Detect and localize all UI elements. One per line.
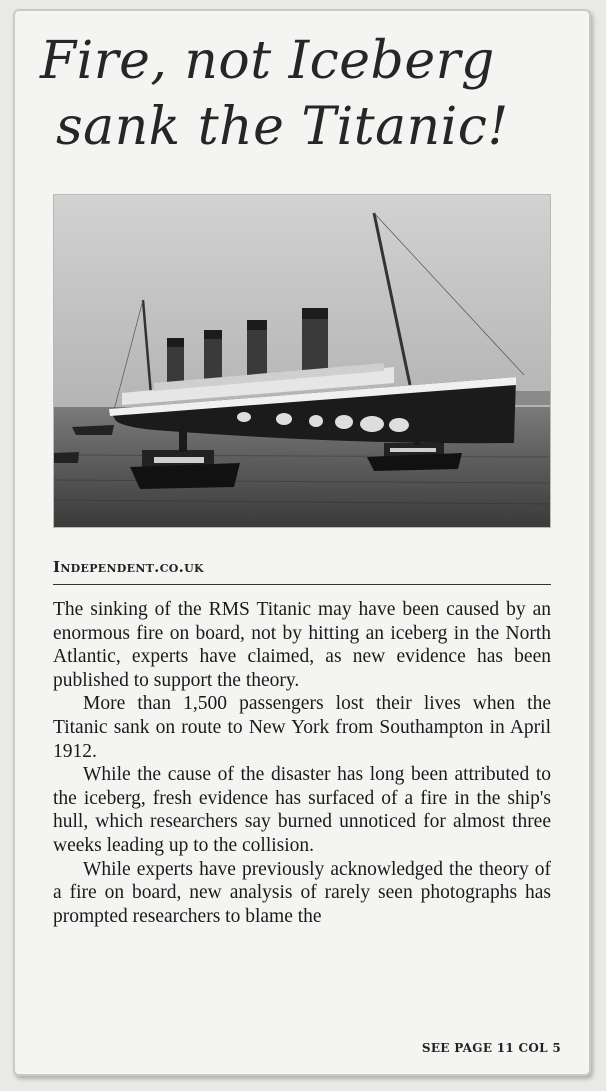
headline-line-2: sank the Titanic! xyxy=(56,97,509,157)
titanic-photo xyxy=(53,194,551,528)
source-label: Independent.co.uk xyxy=(53,558,204,576)
paragraph-1: The sinking of the RMS Titanic may have been caused by an enormous fire on board, not by hitting an iceberg in the North Atlantic, experts have claimed, as new evidence has been published to support the theory. xyxy=(53,599,551,691)
headline xyxy=(40,28,560,160)
headline-line-1: Fire, not Iceberg xyxy=(40,31,495,91)
paragraph-2: More than 1,500 passengers lost their lives when the Titanic sank on route to New York from Southampton in April 1912. xyxy=(53,693,551,762)
paragraph-3: While the cause of the disaster has long been attributed to the iceberg, fresh evidence has surfaced of a fire in the ship's hull, which researchers say burned unnoticed for almost three weeks leading up to the collision. xyxy=(53,764,551,856)
article-body xyxy=(53,598,551,928)
continuation-note: SEE PAGE 11 COL 5 xyxy=(421,1041,561,1055)
paragraph-4: While experts have previously acknowledged the theory of a fire on board, new analysis of rarely seen photographs has prompted researchers to blame the xyxy=(53,858,551,927)
divider xyxy=(53,584,551,585)
